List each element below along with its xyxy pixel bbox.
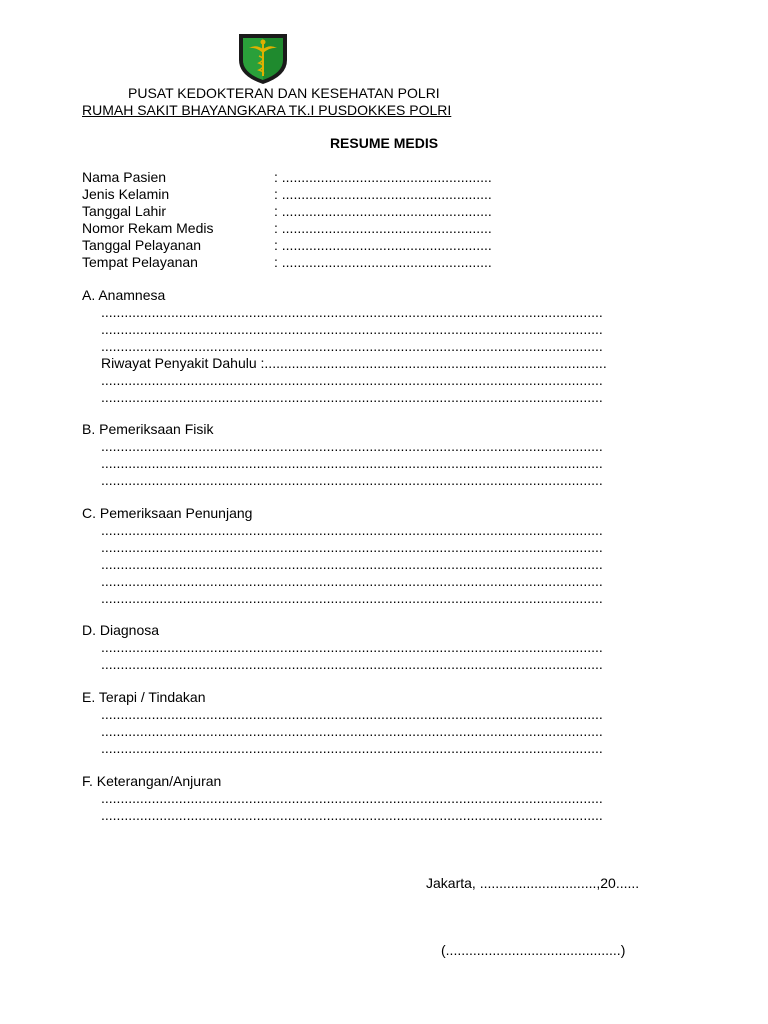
field-label: Tanggal Lahir (82, 203, 167, 219)
signature-line: (.............................................) (441, 942, 626, 958)
section-keterangan-anjuran (82, 773, 682, 824)
section-diagnosa (82, 622, 682, 673)
page-title: RESUME MEDIS (329, 135, 439, 151)
section-title: E. Terapi / Tindakan (82, 689, 206, 705)
dotted-line: ................................................................................................................................. (101, 539, 603, 555)
field-row (82, 186, 492, 203)
history-line: Riwayat Penyakit Dahulu :........................................................................................ (101, 355, 607, 371)
field-value: : ...................................................... (274, 237, 492, 253)
field-value: : ...................................................... (274, 203, 492, 219)
field-row (82, 254, 492, 271)
dotted-line: ................................................................................................................................. (101, 556, 603, 572)
dotted-line: ................................................................................................................................. (101, 590, 603, 606)
field-label: Tempat Pelayanan (82, 254, 198, 270)
section-pemeriksaan-fisik (82, 421, 682, 489)
field-row (82, 203, 492, 220)
institution-name: PUSAT KEDOKTERAN DAN KESEHATAN POLRI (128, 85, 440, 101)
section-anamnesa (82, 287, 682, 406)
dotted-line: ................................................................................................................................. (101, 372, 603, 388)
shield-icon (236, 30, 290, 86)
section-title: A. Anamnesa (82, 287, 166, 303)
dotted-line: ................................................................................................................................. (101, 455, 603, 471)
section-title: D. Diagnosa (82, 622, 160, 638)
field-label: Tanggal Pelayanan (82, 237, 202, 253)
section-terapi-tindakan (82, 689, 682, 757)
dotted-line: ................................................................................................................................. (101, 321, 603, 337)
dotted-line: ................................................................................................................................. (101, 573, 603, 589)
section-title: F. Keterangan/Anjuran (82, 773, 222, 789)
dotted-line: ................................................................................................................................. (101, 304, 603, 320)
dotted-line: ................................................................................................................................. (101, 338, 603, 354)
field-value: : ...................................................... (274, 220, 492, 236)
field-value: : ...................................................... (274, 254, 492, 270)
field-label: Jenis Kelamin (82, 186, 170, 202)
dotted-line: ................................................................................................................................. (101, 723, 603, 739)
section-title: C. Pemeriksaan Penunjang (82, 505, 253, 521)
section-title: B. Pemeriksaan Fisik (82, 421, 214, 437)
hospital-name: RUMAH SAKIT BHAYANGKARA TK.I PUSDOKKES POLRI (82, 102, 452, 118)
field-value: : ...................................................... (274, 169, 492, 185)
place-date: Jakarta, ..............................,20...... (426, 875, 640, 891)
dotted-line: ................................................................................................................................. (101, 472, 603, 488)
dotted-line: ................................................................................................................................. (101, 740, 603, 756)
dotted-line: ................................................................................................................................. (101, 706, 603, 722)
section-pemeriksaan-penunjang (82, 505, 682, 607)
dotted-line: ................................................................................................................................. (101, 807, 603, 823)
field-row (82, 220, 492, 237)
dotted-line: ................................................................................................................................. (101, 639, 603, 655)
hospital-logo (236, 30, 290, 86)
dotted-line: ................................................................................................................................. (101, 389, 603, 405)
field-label: Nomor Rekam Medis (82, 220, 214, 236)
field-value: : ...................................................... (274, 186, 492, 202)
field-row (82, 237, 492, 254)
dotted-line: ................................................................................................................................. (101, 522, 603, 538)
dotted-line: ................................................................................................................................. (101, 790, 603, 806)
dotted-line: ................................................................................................................................. (101, 656, 603, 672)
field-row (82, 169, 492, 186)
patient-info (82, 169, 492, 271)
dotted-line: ................................................................................................................................. (101, 438, 603, 454)
field-label: Nama Pasien (82, 169, 167, 185)
